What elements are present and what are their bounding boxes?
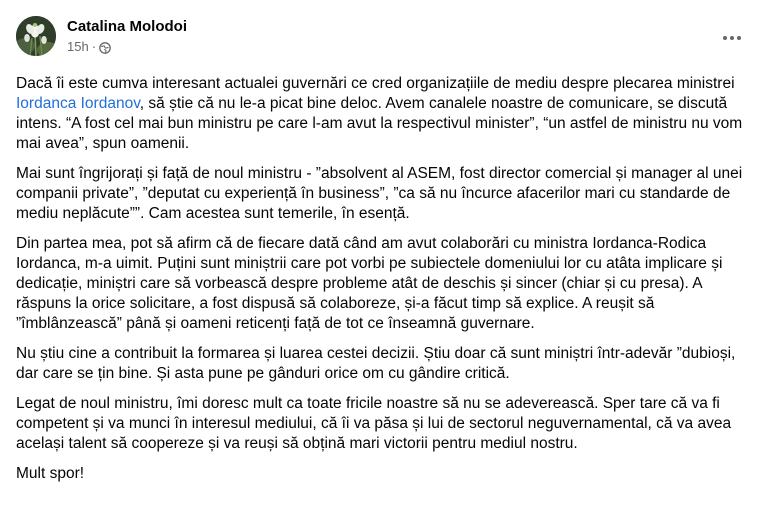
more-options-icon[interactable]: [714, 26, 750, 50]
post-paragraph-3: Din partea mea, pot să afirm că de fiecare dată când am avut colaborări cu ministra Iordanca-Rodica Iordanca, m-a uimit. Puțini sunt miniștrii care pot vorbi pe subiectele domeniului lor cu atâta implicare și dedicație, miniștri care să vorbească despre probleme atât de deschis și sincer (chiar și cu presa). A răspuns la orice solicitare, a fost dispusă să colaboreze, și-a făcut timp să explice. A reușit să ”îmblânzească” până și oameni reticenți față de tot ce înseamnă guvernare.: [16, 235, 723, 332]
avatar-flower-image: [16, 16, 56, 56]
post-paragraph-1: Dacă îi este cumva interesant actualei guvernări ce cred organizațiile de mediu despre plecarea ministrei Iordanca Iordanov, să știe că nu le-a picat bine deloc. Avem canalele noastre de comunicare, se discută intens. “A fost cel mai bun ministru pe care l-am avut la respectivul minister”, “un astfel de ministru nu vom mai avea”, spun oamenii.: [16, 75, 743, 152]
post-paragraph-2: Mai sunt îngrijorați și față de noul ministru - ”absolvent al ASEM, fost director comercial și manager al unei companii private”, ”deputat cu experiență în business”, ”ca să nu încurce afacerilor mari cu standarde de mediu neplăcute””. Cam acestea sunt temerile, în esență.: [16, 165, 743, 222]
post-body: [16, 74, 756, 484]
post-timestamp[interactable]: 15h: [67, 39, 89, 54]
mention-link[interactable]: Iordanca Iordanov: [16, 95, 140, 112]
post-paragraph-6: Mult spor!: [16, 465, 85, 482]
author-avatar[interactable]: [16, 16, 56, 56]
post-paragraph-5: Legat de noul ministru, îmi doresc mult ca toate fricile noastre să nu se adeverească. Sper tare că va fi competent și va munci în interesul mediului, că îi va păsa și lui de sectorul neguvernamental, că va avea același talent să coopereze și va reuși să obțină mari victorii pentru mediul nostru.: [16, 395, 732, 452]
meta-separator: ·: [91, 39, 97, 54]
post-meta: [67, 17, 187, 55]
post-subline: [67, 38, 187, 55]
author-name[interactable]: Catalina Molodoi: [67, 18, 187, 35]
globe-icon[interactable]: [99, 41, 111, 53]
post-header: [16, 12, 187, 60]
post-paragraph-4: Nu știu cine a contribuit la formarea și luarea cestei decizii. Știu doar că sunt miniștri într-adevăr ”dubioși, dar care se țin bine. Și asta pune pe gânduri orice om cu gândire critică.: [16, 345, 736, 382]
